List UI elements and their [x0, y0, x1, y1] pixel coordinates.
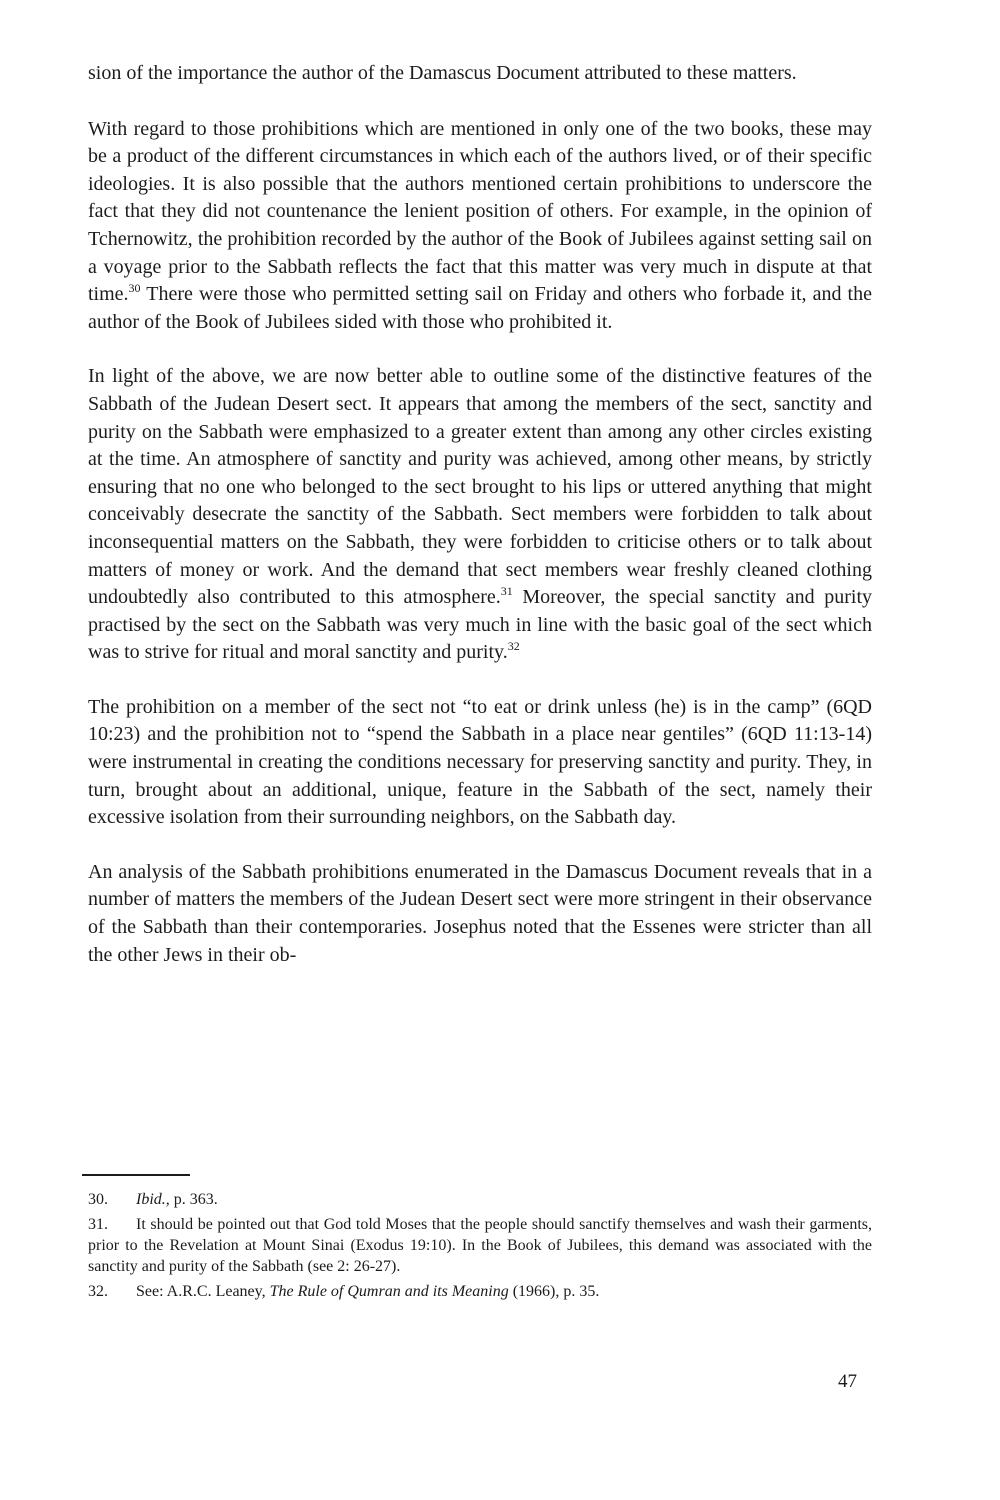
main-text [88, 60, 872, 996]
footnote-30: 30. Ibid., p. 363. [88, 1191, 218, 1208]
footnotes [88, 1189, 872, 1306]
note-ref-30: 30 [128, 281, 141, 296]
note-ref-31: 31 [500, 584, 513, 599]
paragraph-prohibitions: With regard to those prohibitions which are mentioned in only one of the two books, these may be a product of the different circumstances in which each of the authors lived, or of their specific ideologies. It is also possible that the authors mentioned certain prohibitions to underscore the fact that they did not countenance the lenient position of others. For example, in the opinion of Tchernowitz, the prohibition recorded by the author of the Book of Jubilees against setting sail on a voyage prior to the Sabbath reflects the fact that this matter was very much in dispute at that time.$^{30}$ There were those who permitted setting sail on Friday and others who forbade it, and the author of the Book of Jubilees sided with those who prohibited it. [88, 117, 872, 333]
note-ref-32: 32 [507, 639, 520, 654]
paragraph-continuation: sion of the importance the author of the Damascus Document attributed to these matters. [88, 62, 797, 84]
paragraph-distinctive-features: In light of the above, we are now better able to outline some of the distinctive features of the Sabbath of the Judean Desert sect. It appears that among the members of the sect, sanctity and purity on the Sabbath were emphasized to a greater extent than among any other circles existing at the time. An atmosphere of sanctity and purity was achieved, among other means, by strictly ensuring that no one who belonged to the sect brought to his lips or uttered anything that might conceivably desecrate the sanctity of the Sabbath. Sect members were forbidden to talk about inconsequential matters on the Sabbath, they were forbidden to criticise others or to talk about matters of money or work. And the demand that sect members wear freshly cleaned clothing undoubtedly also contributed to this atmosphere.$^{31}$ Moreover, the special sanctity and purity practised by the sect on the Sabbath was very much in line with the basic goal of the sect which was to strive for ritual and moral sanctity and purity.$^{32}$ [88, 365, 872, 664]
paragraph-analysis: An analysis of the Sabbath prohibitions enumerated in the Damascus Document reveals that in a number of matters the members of the Judean Desert sect were more stringent in their observance of the Sabbath than their contemporaries. Josephus noted that the Essenes were stricter than all the other Jews in their ob- [88, 860, 872, 966]
page-number: 47 [838, 1371, 857, 1392]
footnote-number: 31. [88, 1216, 108, 1233]
footnote-separator [82, 1174, 190, 1176]
footnote-31: 31. It should be pointed out that God told Moses that the people should sanctify themselves and wash their garments, prior to the Revelation at Mount Sinai (Exodus 19:10). In the Book of Jubilees, this demand was associated with the sanctity and purity of the Sabbath (see 2: 26-27). [88, 1216, 872, 1275]
paragraph-isolation: The prohibition on a member of the sect not “to eat or drink unless (he) is in the camp” (6QD 10:23) and the prohibition not to “spend the Sabbath in a place near gentiles” (6QD 11:13-14) were instrumental in creating the conditions necessary for preserving sanctity and purity. They, in turn, brought about an additional, unique, feature in the Sabbath of the sect, namely their excessive isolation from their surrounding neighbors, on the Sabbath day. [88, 695, 872, 829]
footnote-number: 30. [88, 1191, 108, 1208]
footnote-32: 32. See: A.R.C. Leaney, The Rule of Qumran and its Meaning (1966), p. 35. [88, 1283, 600, 1300]
footnote-number: 32. [88, 1283, 108, 1300]
